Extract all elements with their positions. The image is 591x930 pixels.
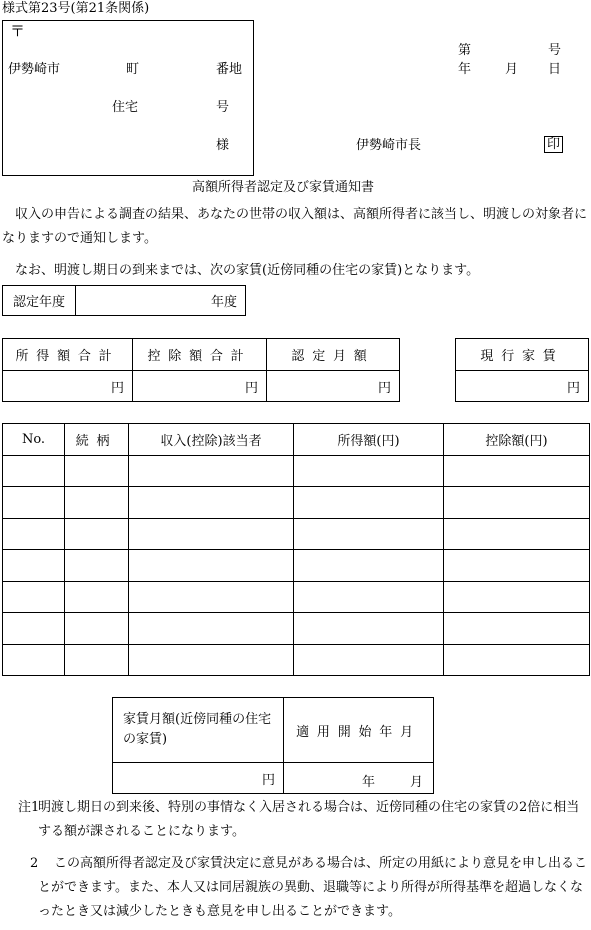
doc-number-suffix: 号 <box>548 43 562 58</box>
document-title: 高額所得者認定及び家賃通知書 <box>192 180 375 195</box>
date-month: 月 <box>505 62 519 77</box>
table-cell[interactable] <box>294 613 444 644</box>
table-row <box>3 518 590 549</box>
table-cell[interactable] <box>294 644 444 675</box>
income-total-unit: 円 <box>3 371 133 402</box>
address-unit: 号 <box>216 100 230 115</box>
table-cell[interactable] <box>3 550 65 581</box>
table-cell[interactable] <box>3 518 65 549</box>
certified-monthly-unit: 円 <box>267 371 400 402</box>
note-1-marker: 注1 <box>18 800 40 815</box>
table-row <box>3 487 590 518</box>
table-cell[interactable] <box>129 550 294 581</box>
rent-start-year: 年 <box>362 775 376 790</box>
current-rent-unit: 円 <box>456 371 589 402</box>
table-cell[interactable] <box>129 487 294 518</box>
table-cell[interactable] <box>129 456 294 487</box>
body-paragraph-2: なお、明渡し期日の到来までは、次の家賃(近傍同種の住宅の家賃)となります。 <box>15 263 480 278</box>
table-cell[interactable] <box>3 644 65 675</box>
seal-mark: 印 <box>544 136 563 153</box>
rent-start-month: 月 <box>409 775 423 790</box>
address-lot: 番地 <box>216 62 243 77</box>
address-city: 伊勢崎市 <box>8 62 61 77</box>
certified-monthly-header: 認定月額 <box>267 339 400 371</box>
rent-table <box>112 697 434 794</box>
date-year: 年 <box>458 62 472 77</box>
col-relation-header: 続柄 <box>65 424 129 456</box>
table-cell[interactable] <box>294 487 444 518</box>
rent-start-header: 適用開始年月 <box>284 698 434 763</box>
col-applicant-header: 収入(控除)該当者 <box>129 424 294 456</box>
note-2-text: この高額所得者認定及び家賃決定に意見がある場合は、所定の用紙により意見を申し出ることができます。また、本人又は同居親族の異動、退職等により所得が所得基準を超過しなくなったとき又は減少したときも意見を申し出ることができます。 <box>38 856 588 919</box>
table-cell[interactable] <box>294 581 444 612</box>
cert-year-unit: 年度 <box>76 286 246 316</box>
table-row <box>3 550 590 581</box>
table-cell[interactable] <box>65 644 129 675</box>
table-cell[interactable] <box>129 518 294 549</box>
table-cell[interactable] <box>3 456 65 487</box>
cert-year-label: 認定年度 <box>3 286 76 316</box>
table-cell[interactable] <box>294 518 444 549</box>
table-cell[interactable] <box>444 456 590 487</box>
summary-table <box>2 338 400 402</box>
current-rent-header: 現行家賃 <box>456 339 589 371</box>
table-row <box>3 644 590 675</box>
col-deduction-header: 控除額(円) <box>444 424 590 456</box>
table-cell[interactable] <box>65 581 129 612</box>
address-honorific: 様 <box>216 138 230 153</box>
address-housing: 住宅 <box>112 100 139 115</box>
table-cell[interactable] <box>65 613 129 644</box>
address-town: 町 <box>126 62 140 77</box>
note-1-text: 明渡し期日の到来後、特別の事情なく入居される場合は、近傍同種の住宅の家賃の2倍に相当する額が課されることになります。 <box>38 800 580 839</box>
table-cell[interactable] <box>444 518 590 549</box>
table-cell[interactable] <box>65 456 129 487</box>
table-cell[interactable] <box>294 550 444 581</box>
current-rent-table <box>455 338 589 402</box>
table-row <box>3 613 590 644</box>
table-cell[interactable] <box>444 581 590 612</box>
table-cell[interactable] <box>3 581 65 612</box>
form-id: 様式第23号(第21条関係) <box>2 1 150 16</box>
table-row <box>3 581 590 612</box>
deduction-total-unit: 円 <box>133 371 267 402</box>
table-cell[interactable] <box>129 644 294 675</box>
table-cell[interactable] <box>65 518 129 549</box>
table-cell[interactable] <box>129 613 294 644</box>
table-cell[interactable] <box>65 487 129 518</box>
table-row <box>3 456 590 487</box>
table-cell[interactable] <box>444 613 590 644</box>
note-2-marker: 2 <box>30 856 39 871</box>
postal-mark: 〒 <box>10 22 26 40</box>
income-total-header: 所得額合計 <box>3 339 133 371</box>
deduction-total-header: 控除額合計 <box>133 339 267 371</box>
rent-monthly-unit: 円 <box>113 763 284 794</box>
table-cell[interactable] <box>444 550 590 581</box>
body-paragraph-1: 収入の申告による調査の結果、あなたの世帯の収入額は、高額所得者に該当し、明渡しの対象者になりますので通知します。 <box>2 207 588 246</box>
table-cell[interactable] <box>3 613 65 644</box>
doc-number-prefix: 第 <box>458 43 472 58</box>
rent-start-value <box>284 763 434 794</box>
issuer-title: 伊勢崎市長 <box>356 138 422 153</box>
cert-year-table <box>2 285 246 316</box>
table-cell[interactable] <box>65 550 129 581</box>
table-cell[interactable] <box>129 581 294 612</box>
table-cell[interactable] <box>3 487 65 518</box>
table-cell[interactable] <box>444 644 590 675</box>
table-cell[interactable] <box>444 487 590 518</box>
col-income-header: 所得額(円) <box>294 424 444 456</box>
date-day: 日 <box>548 62 562 77</box>
col-no-header: No. <box>3 424 65 456</box>
rent-monthly-header: 家賃月額(近傍同種の住宅の家賃) <box>113 698 284 763</box>
table-cell[interactable] <box>294 456 444 487</box>
members-table <box>2 423 590 676</box>
